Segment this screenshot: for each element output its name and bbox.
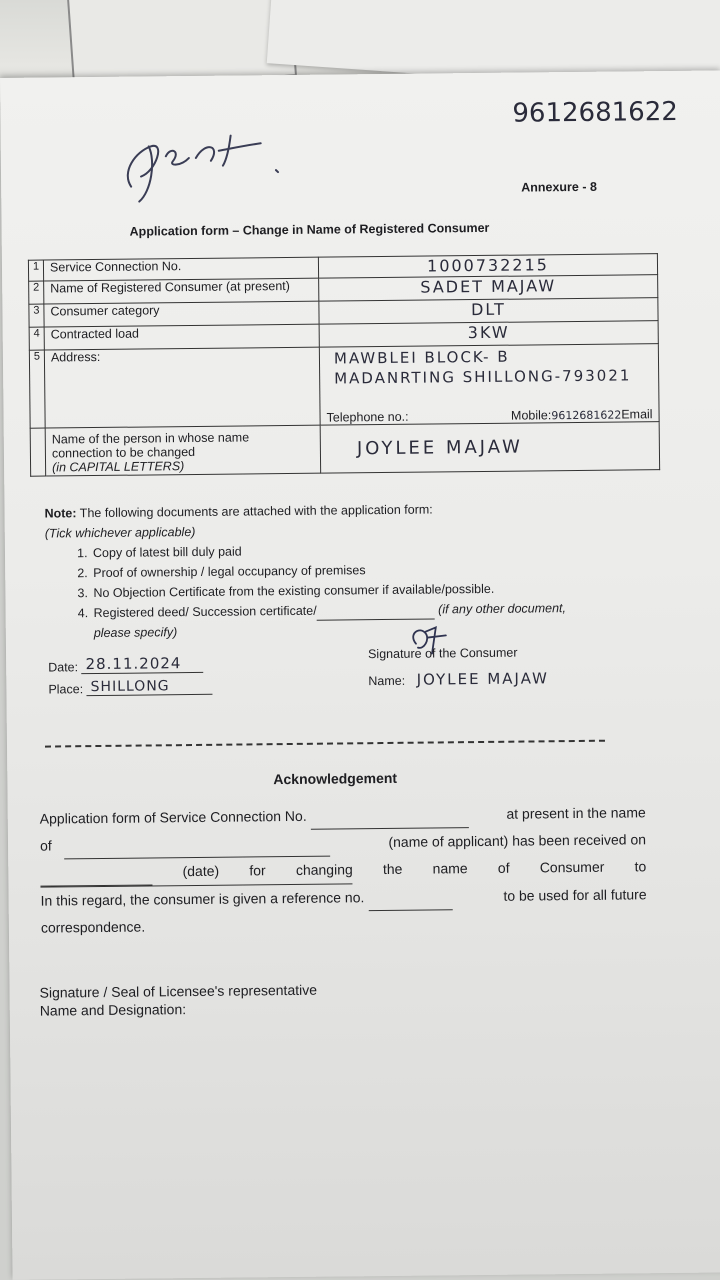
contracted-load-label: Contracted load bbox=[44, 324, 319, 350]
consumer-category-value: DLT bbox=[470, 299, 506, 320]
consumer-category-label: Consumer category bbox=[44, 301, 319, 327]
ack-line1-end: at present in the name bbox=[506, 804, 646, 822]
licensee-designation-label: Name and Designation: bbox=[39, 1001, 187, 1019]
ack-word: (date) bbox=[182, 862, 220, 880]
contracted-load-value: 3KW bbox=[467, 322, 510, 343]
new-name-label-2: connection to be changed bbox=[51, 444, 196, 461]
list-item: 2. Proof of ownership / legal occupancy of premises bbox=[91, 557, 685, 583]
address-line-2: MADANRTING SHILLONG-793021 bbox=[334, 366, 632, 388]
documents-note bbox=[44, 497, 685, 644]
ack-word: the bbox=[382, 860, 403, 878]
address-line-1: MAWBLEI BLOCK- B bbox=[333, 347, 510, 368]
handwritten-phone-number: 9612681622 bbox=[512, 96, 678, 129]
mobile-value: 9612681622 bbox=[551, 408, 622, 423]
list-item: 1. Copy of latest bill duly paid bbox=[91, 537, 685, 563]
signature-label: Signature of the Consumer bbox=[367, 645, 518, 662]
ack-line5-start: In this regard, the consumer is given a reference no. bbox=[40, 889, 365, 909]
form-title: Application form – Change in Name of Registered Consumer bbox=[129, 220, 490, 239]
ack-line2-start: of bbox=[39, 837, 52, 854]
list-item bbox=[92, 597, 686, 643]
annexure-label: Annexure - 8 bbox=[521, 179, 597, 195]
email-label: Email bbox=[621, 407, 653, 422]
row-number: 2 bbox=[29, 281, 44, 304]
ack-word: for bbox=[249, 862, 266, 879]
ack-word: Consumer bbox=[539, 858, 605, 876]
service-connection-value: 1000732215 bbox=[426, 255, 549, 276]
ack-line6: correspondence. bbox=[40, 918, 146, 936]
registered-consumer-label: Name of Registered Consumer (at present) bbox=[44, 278, 319, 304]
ack-word: to bbox=[634, 858, 647, 875]
consumer-name-value: JOYLEE MAJAW bbox=[416, 669, 550, 689]
registered-consumer-value: SADET MAJAW bbox=[420, 276, 557, 297]
handwritten-signature-top bbox=[110, 115, 291, 207]
address-label: Address: bbox=[44, 347, 320, 428]
application-form-sheet bbox=[0, 70, 720, 1279]
ack-line2-end: (name of applicant) has been received on bbox=[388, 831, 647, 850]
consumer-name-row bbox=[368, 669, 549, 689]
name-label: Name: bbox=[368, 673, 406, 689]
new-name-value: JOYLEE MAJAW bbox=[356, 436, 523, 460]
date-row bbox=[48, 654, 204, 675]
cut-line-divider bbox=[45, 740, 605, 748]
consumer-details-table bbox=[28, 253, 660, 477]
document-list bbox=[45, 537, 686, 644]
ack-line1-start: Application form of Service Connection No. bbox=[39, 807, 307, 827]
ack-word: of bbox=[497, 859, 510, 876]
new-name-label-3: (in CAPITAL LETTERS) bbox=[52, 459, 185, 475]
note-lead-bold: Note: bbox=[44, 506, 77, 521]
service-connection-label: Service Connection No. bbox=[43, 257, 318, 281]
note-tick-instruction: (Tick whichever applicable) bbox=[44, 524, 196, 541]
table-row bbox=[29, 344, 659, 429]
ack-line5-end: to be used for all future bbox=[503, 886, 647, 904]
table-row bbox=[30, 422, 659, 477]
row-number: 3 bbox=[29, 304, 44, 327]
date-label: Date: bbox=[48, 660, 79, 675]
note-lead-text: The following documents are attached with the application form: bbox=[76, 502, 433, 521]
document-item-4: Registered deed/ Succession certificate/ bbox=[93, 603, 317, 621]
acknowledgement-text bbox=[40, 799, 647, 941]
licensee-signature-label: Signature / Seal of Licensee's representative bbox=[39, 981, 318, 1001]
document-item-4-suffix: (if any other document, bbox=[438, 601, 567, 617]
acknowledgement-title: Acknowledgement bbox=[273, 769, 398, 788]
list-item: 3. No Objection Certificate from the existing consumer if available/possible. bbox=[91, 577, 685, 603]
row-number: 5 bbox=[29, 350, 45, 428]
telephone-label: Telephone no.: bbox=[326, 409, 409, 425]
place-label: Place: bbox=[48, 682, 84, 697]
mobile-label: Mobile: bbox=[510, 408, 552, 423]
ack-word: changing bbox=[295, 861, 353, 878]
row-number: 4 bbox=[29, 327, 44, 350]
place-value: SHILLONG bbox=[87, 678, 213, 696]
licensee-signature-block bbox=[39, 981, 317, 1020]
document-item-4-line2: please specify) bbox=[93, 625, 178, 641]
row-number: 1 bbox=[28, 260, 43, 281]
new-name-label-1: Name of the person in whose name bbox=[51, 430, 250, 447]
ack-word: name bbox=[432, 860, 468, 877]
date-value: 28.11.2024 bbox=[81, 654, 203, 674]
place-row bbox=[48, 678, 212, 697]
